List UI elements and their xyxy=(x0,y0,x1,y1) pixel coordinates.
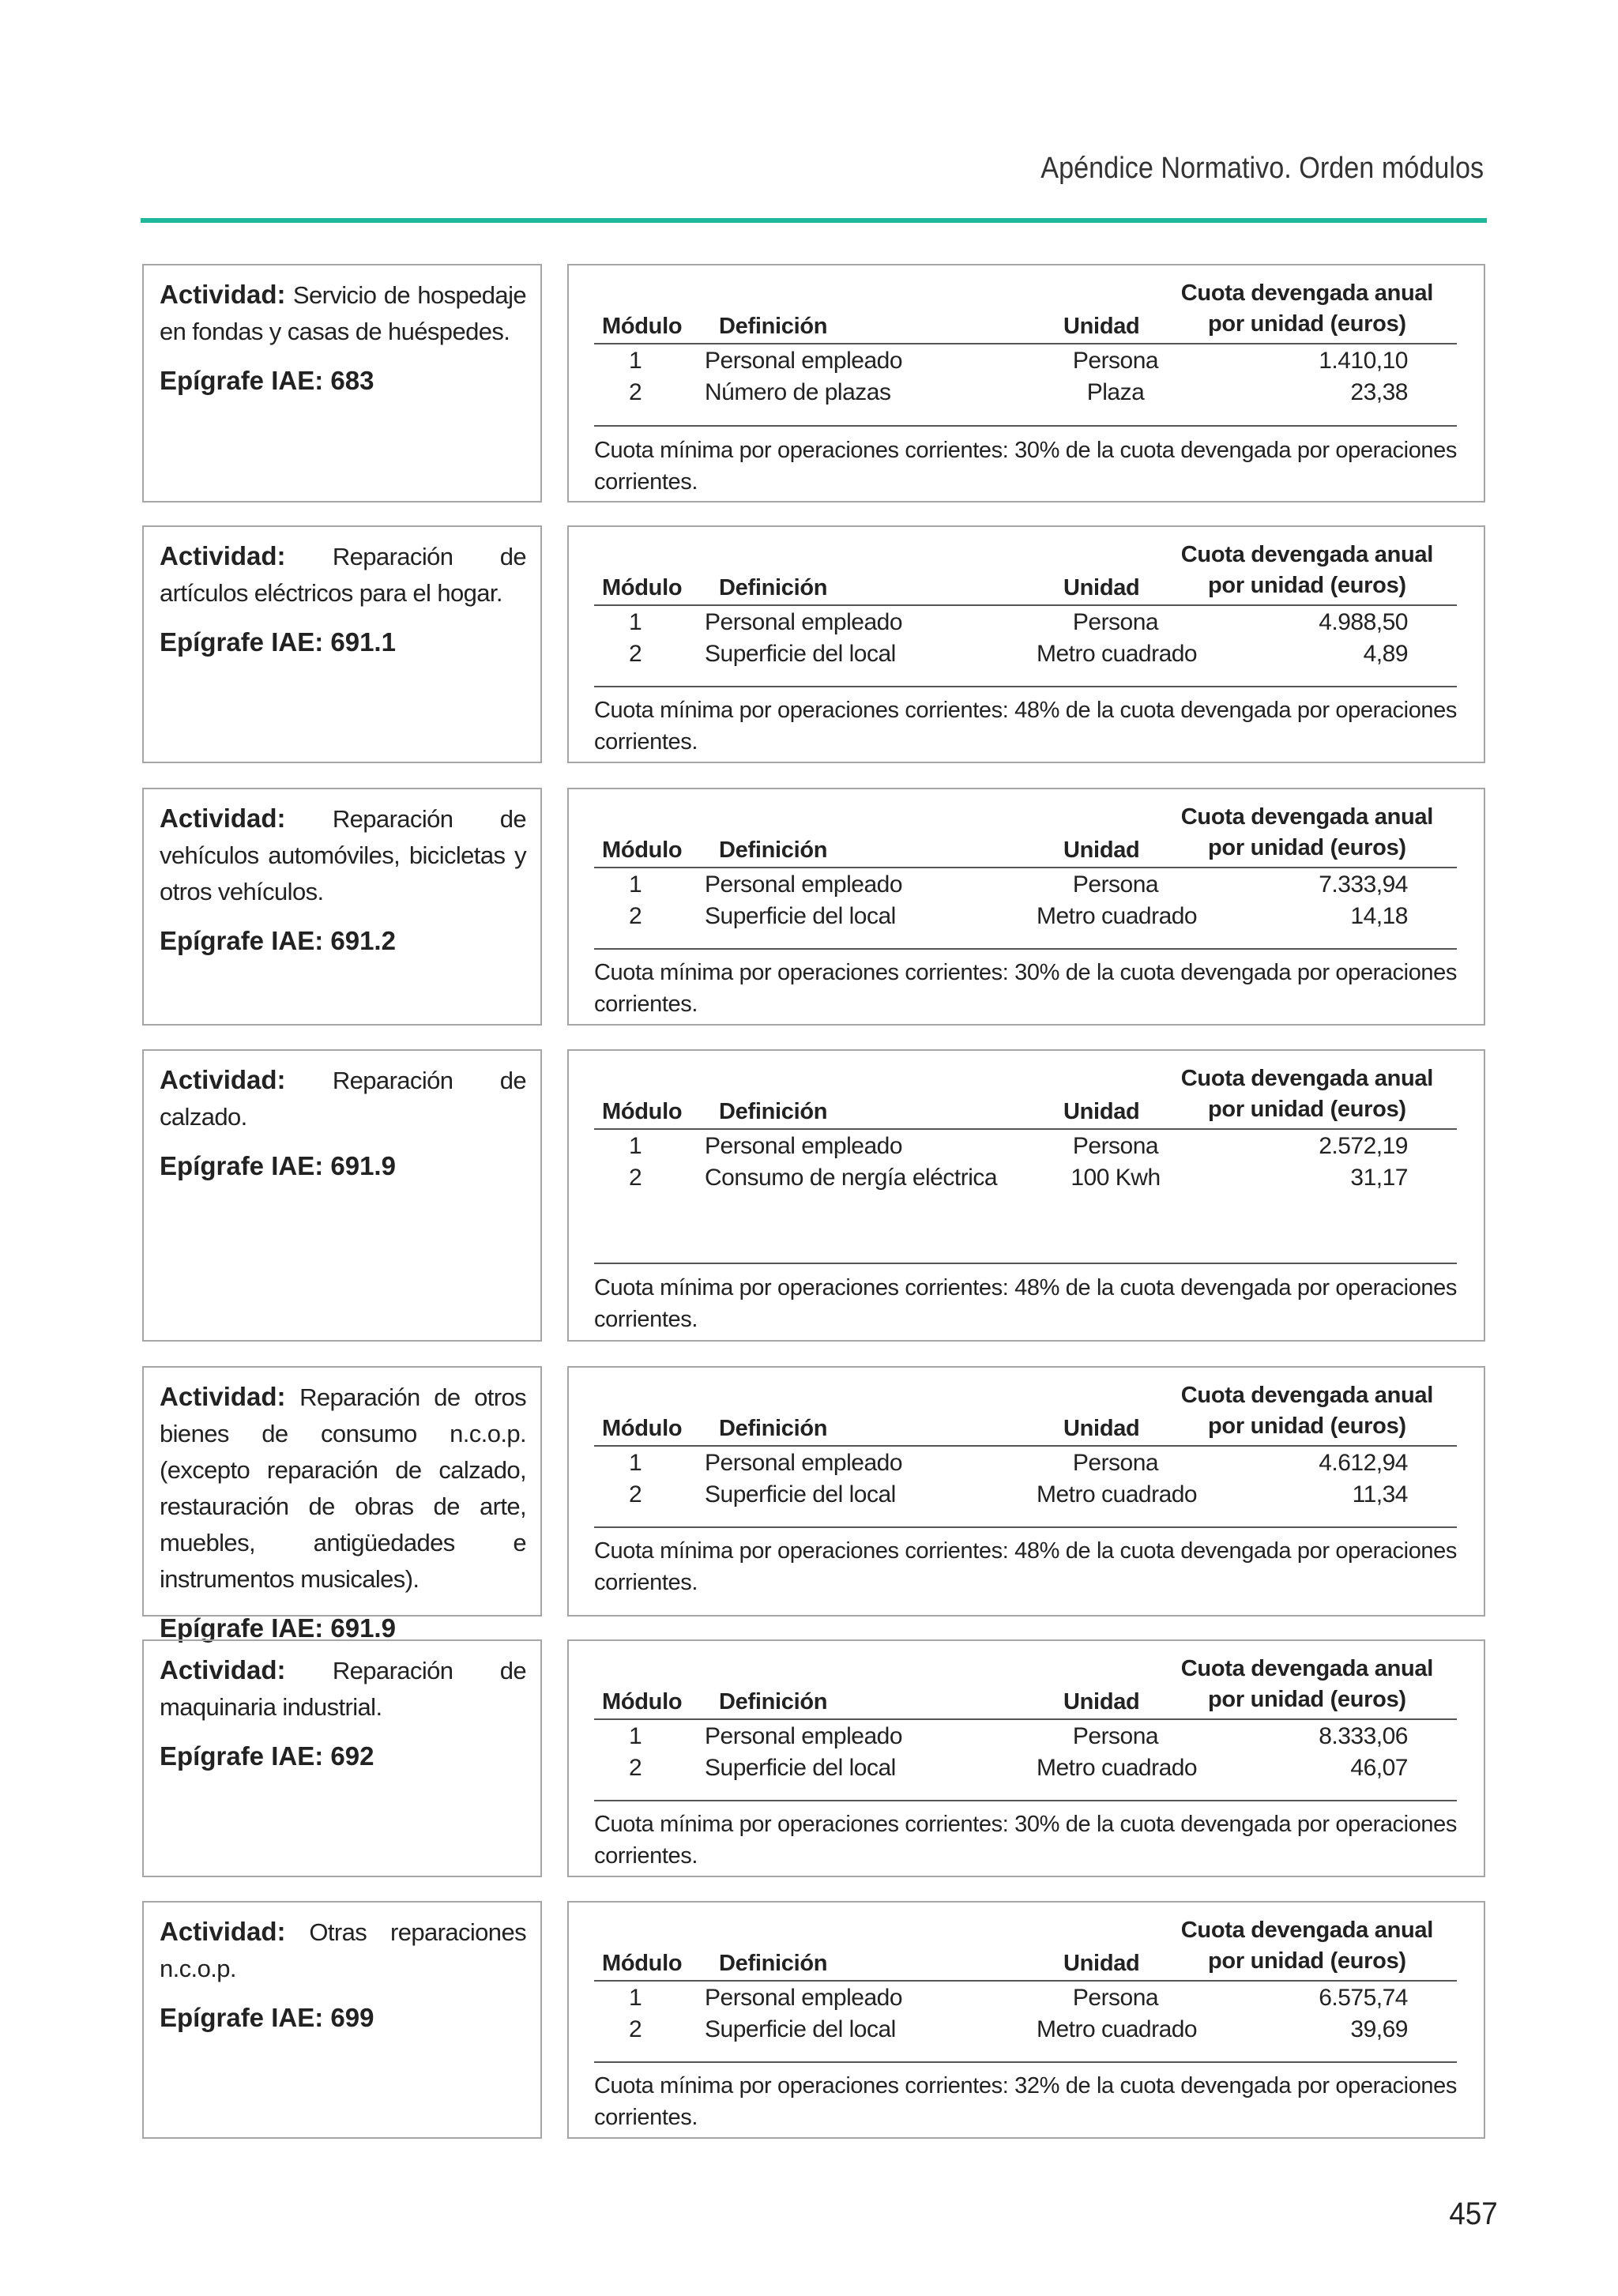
table-row xyxy=(594,1755,1457,1786)
cuota-minima xyxy=(594,2070,1457,2133)
module-unit: Persona xyxy=(1072,348,1159,374)
module-value: 31,17 xyxy=(1350,1165,1408,1191)
module-definition: Personal empleado xyxy=(705,1450,903,1476)
column-header-cuota xyxy=(1181,540,1433,601)
column-header-cuota-line2: por unidad (euros) xyxy=(1208,1413,1406,1439)
activity-description-box xyxy=(142,1901,542,2139)
column-header-definicion: Definición xyxy=(719,1951,828,1976)
activity-text xyxy=(160,1379,526,1598)
column-header-cuota xyxy=(1181,1380,1433,1442)
activity-label: Actividad: xyxy=(160,541,286,570)
column-header-cuota-line1: Cuota devengada anual xyxy=(1180,1383,1433,1408)
activity-label: Actividad: xyxy=(160,1917,286,1946)
module-number: 2 xyxy=(629,1755,642,1781)
activity-text xyxy=(160,1914,526,1987)
module-definition: Personal empleado xyxy=(705,1133,903,1159)
table-separator xyxy=(594,425,1457,427)
page-header-title: Apéndice Normativo. Orden módulos xyxy=(1040,152,1484,185)
table-row xyxy=(594,348,1457,379)
column-header-cuota xyxy=(1181,802,1433,864)
activity-name: Reparación de vehículos automóviles, bicicletas y otros vehículos. xyxy=(160,805,527,905)
column-header-unidad: Unidad xyxy=(1063,314,1140,339)
activity-block xyxy=(142,525,1485,763)
column-header-modulo: Módulo xyxy=(602,837,683,863)
module-value: 1.410,10 xyxy=(1319,348,1408,374)
cuota-minima-label: Cuota mínima por operaciones corrientes: xyxy=(594,960,1009,985)
activity-label: Actividad: xyxy=(160,1655,286,1684)
module-number: 1 xyxy=(629,871,642,898)
table-row xyxy=(594,1133,1457,1165)
column-header-cuota-line2: por unidad (euros) xyxy=(1208,835,1406,860)
module-value: 2.572,19 xyxy=(1319,1133,1408,1159)
column-header-cuota-line1: Cuota devengada anual xyxy=(1180,804,1433,830)
module-unit: Persona xyxy=(1072,609,1159,635)
column-header-cuota-line1: Cuota devengada anual xyxy=(1180,1656,1433,1681)
activity-name: Otras reparaciones n.c.o.p. xyxy=(160,1918,526,1982)
module-definition: Superficie del local xyxy=(705,2016,896,2042)
column-header-cuota-line2: por unidad (euros) xyxy=(1208,311,1406,337)
activity-description-box xyxy=(142,264,542,502)
module-unit: Persona xyxy=(1072,1723,1159,1749)
module-number: 2 xyxy=(629,2016,642,2042)
column-header-cuota xyxy=(1181,1063,1433,1125)
activity-label: Actividad: xyxy=(160,804,286,833)
cuota-minima-text: 48% de la cuota devengada por operaciones corrientes. xyxy=(594,1275,1457,1332)
activity-text xyxy=(160,1652,526,1726)
module-definition: Superficie del local xyxy=(705,903,896,929)
module-definition: Superficie del local xyxy=(705,1481,896,1507)
cuota-minima-label: Cuota mínima por operaciones corrientes: xyxy=(594,1812,1009,1837)
column-header-cuota-line2: por unidad (euros) xyxy=(1208,1687,1406,1712)
activity-text xyxy=(160,277,526,350)
module-value: 6.575,74 xyxy=(1319,1985,1408,2011)
module-number: 2 xyxy=(629,641,642,667)
module-unit: Metro cuadrado xyxy=(1037,1755,1198,1781)
module-unit: Persona xyxy=(1072,1133,1159,1159)
column-header-cuota-line1: Cuota devengada anual xyxy=(1180,280,1433,306)
module-unit: Metro cuadrado xyxy=(1037,903,1198,929)
module-definition: Personal empleado xyxy=(705,609,903,635)
table-header xyxy=(594,1377,1457,1447)
column-header-unidad: Unidad xyxy=(1063,837,1140,863)
cuota-minima-label: Cuota mínima por operaciones corrientes: xyxy=(594,1275,1009,1300)
module-definition: Superficie del local xyxy=(705,641,896,667)
table-row xyxy=(594,609,1457,641)
table-separator xyxy=(594,948,1457,950)
module-number: 1 xyxy=(629,1450,642,1476)
module-value: 23,38 xyxy=(1350,379,1408,405)
column-header-cuota-line2: por unidad (euros) xyxy=(1208,1948,1406,1974)
page-number: 457 xyxy=(1449,2196,1498,2231)
column-header-cuota xyxy=(1181,1654,1433,1715)
column-header-modulo: Módulo xyxy=(602,314,683,339)
column-header-unidad: Unidad xyxy=(1063,1416,1140,1441)
module-definition: Superficie del local xyxy=(705,1755,896,1781)
column-header-cuota xyxy=(1181,278,1433,340)
epigrafe-iae: Epígrafe IAE: 692 xyxy=(160,1741,374,1771)
table-row xyxy=(594,379,1457,411)
epigrafe-iae: Epígrafe IAE: 683 xyxy=(160,366,374,395)
table-header xyxy=(594,536,1457,606)
activity-text xyxy=(160,538,526,612)
table-separator xyxy=(594,1800,1457,1801)
activity-name: Reparación de maquinaria industrial. xyxy=(160,1657,527,1721)
activity-name: Reparación de artículos eléctricos para el hogar. xyxy=(160,543,527,607)
column-header-modulo: Módulo xyxy=(602,1689,683,1714)
activity-block xyxy=(142,1366,1485,1643)
module-table-box xyxy=(567,1366,1485,1617)
activity-label: Actividad: xyxy=(160,1382,286,1411)
epigrafe-iae: Epígrafe IAE: 691.1 xyxy=(160,627,396,657)
activity-text xyxy=(160,800,526,910)
module-unit: Metro cuadrado xyxy=(1037,641,1198,667)
column-header-cuota-line1: Cuota devengada anual xyxy=(1180,542,1433,567)
module-number: 1 xyxy=(629,348,642,374)
activity-description-box xyxy=(142,1049,542,1342)
cuota-minima-text: 48% de la cuota devengada por operaciones corrientes. xyxy=(594,1538,1457,1595)
column-header-definicion: Definición xyxy=(719,575,828,600)
module-table-box xyxy=(567,1901,1485,2139)
column-header-cuota-line1: Cuota devengada anual xyxy=(1180,1918,1433,1943)
module-number: 2 xyxy=(629,1481,642,1507)
column-header-cuota-line1: Cuota devengada anual xyxy=(1180,1066,1433,1091)
module-definition: Personal empleado xyxy=(705,871,903,898)
column-header-modulo: Módulo xyxy=(602,1416,683,1441)
activity-text xyxy=(160,1062,526,1135)
module-unit: Metro cuadrado xyxy=(1037,2016,1198,2042)
activity-name: Reparación de calzado. xyxy=(160,1067,527,1131)
module-value: 39,69 xyxy=(1350,2016,1408,2042)
module-number: 2 xyxy=(629,903,642,929)
column-header-cuota xyxy=(1181,1915,1433,1977)
cuota-minima-text: 48% de la cuota devengada por operaciones corrientes. xyxy=(594,698,1457,755)
cuota-minima xyxy=(594,1535,1457,1598)
epigrafe-iae: Epígrafe IAE: 691.2 xyxy=(160,926,396,955)
module-definition: Personal empleado xyxy=(705,1723,903,1749)
column-header-unidad: Unidad xyxy=(1063,1099,1140,1124)
module-value: 4.612,94 xyxy=(1319,1450,1408,1476)
activity-block xyxy=(142,1049,1485,1342)
module-unit: Plaza xyxy=(1086,379,1145,405)
activity-description-box xyxy=(142,525,542,763)
column-header-unidad: Unidad xyxy=(1063,1689,1140,1714)
module-number: 1 xyxy=(629,609,642,635)
cuota-minima-text: 30% de la cuota devengada por operaciones corrientes. xyxy=(594,1812,1457,1869)
activity-name: Reparación de otros bienes de consumo n.c.o.p. (excepto reparación de calzado, restauración de obras de arte, muebles, antigüedades e instrumentos musicales). xyxy=(160,1383,526,1593)
activity-description-box xyxy=(142,788,542,1026)
table-separator xyxy=(594,1263,1457,1264)
epigrafe-iae: Epígrafe IAE: 699 xyxy=(160,2003,374,2032)
module-number: 1 xyxy=(629,1985,642,2011)
activity-description-box xyxy=(142,1366,542,1643)
module-unit: 100 Kwh xyxy=(1071,1165,1161,1191)
module-number: 1 xyxy=(629,1133,642,1159)
module-definition: Personal empleado xyxy=(705,1985,903,2011)
column-header-modulo: Módulo xyxy=(602,1951,683,1976)
table-row xyxy=(594,2016,1457,2048)
module-definition: Consumo de nergía eléctrica xyxy=(705,1165,998,1191)
column-header-cuota-line2: por unidad (euros) xyxy=(1208,573,1406,598)
table-separator xyxy=(594,1526,1457,1528)
activity-label: Actividad: xyxy=(160,280,286,309)
cuota-minima-label: Cuota mínima por operaciones corrientes: xyxy=(594,438,1009,463)
column-header-definicion: Definición xyxy=(719,1099,828,1124)
table-header xyxy=(594,799,1457,868)
table-header xyxy=(594,1060,1457,1130)
table-header xyxy=(594,275,1457,344)
activity-block xyxy=(142,264,1485,502)
table-header xyxy=(594,1912,1457,1982)
activity-description-box xyxy=(142,1639,542,1877)
cuota-minima xyxy=(594,694,1457,758)
table-separator xyxy=(594,686,1457,687)
table-row xyxy=(594,1723,1457,1755)
module-value: 4.988,50 xyxy=(1319,609,1408,635)
cuota-minima-text: 30% de la cuota devengada por operaciones corrientes. xyxy=(594,960,1457,1017)
activity-block xyxy=(142,788,1485,1026)
column-header-modulo: Módulo xyxy=(602,575,683,600)
module-table-box xyxy=(567,1049,1485,1342)
module-definition: Número de plazas xyxy=(705,379,891,405)
activity-block xyxy=(142,1639,1485,1877)
module-unit: Persona xyxy=(1072,871,1159,898)
cuota-minima xyxy=(594,435,1457,498)
module-value: 7.333,94 xyxy=(1319,871,1408,898)
header-rule xyxy=(141,218,1487,223)
cuota-minima-label: Cuota mínima por operaciones corrientes: xyxy=(594,1538,1009,1564)
column-header-definicion: Definición xyxy=(719,837,828,863)
module-value: 8.333,06 xyxy=(1319,1723,1408,1749)
epigrafe-iae: Epígrafe IAE: 691.9 xyxy=(160,1151,396,1180)
table-row xyxy=(594,903,1457,935)
module-number: 2 xyxy=(629,1165,642,1191)
table-row xyxy=(594,1450,1457,1481)
table-row xyxy=(594,1165,1457,1196)
module-unit: Metro cuadrado xyxy=(1037,1481,1198,1507)
table-header xyxy=(594,1650,1457,1720)
table-row xyxy=(594,1985,1457,2016)
activity-block xyxy=(142,1901,1485,2139)
module-unit: Persona xyxy=(1072,1450,1159,1476)
module-number: 1 xyxy=(629,1723,642,1749)
column-header-definicion: Definición xyxy=(719,1689,828,1714)
cuota-minima-text: 32% de la cuota devengada por operaciones corrientes. xyxy=(594,2073,1457,2130)
activity-label: Actividad: xyxy=(160,1065,286,1094)
module-value: 14,18 xyxy=(1350,903,1408,929)
table-row xyxy=(594,641,1457,672)
module-value: 11,34 xyxy=(1352,1481,1408,1507)
epigrafe-iae: Epígrafe IAE: 691.9 xyxy=(160,1613,396,1643)
module-value: 4,89 xyxy=(1363,641,1408,667)
cuota-minima-text: 30% de la cuota devengada por operaciones corrientes. xyxy=(594,438,1457,495)
cuota-minima-label: Cuota mínima por operaciones corrientes: xyxy=(594,698,1009,723)
cuota-minima-label: Cuota mínima por operaciones corrientes: xyxy=(594,2073,1009,2098)
column-header-definicion: Definición xyxy=(719,314,828,339)
column-header-unidad: Unidad xyxy=(1063,1951,1140,1976)
module-definition: Personal empleado xyxy=(705,348,903,374)
cuota-minima xyxy=(594,957,1457,1020)
column-header-unidad: Unidad xyxy=(1063,575,1140,600)
module-table-box xyxy=(567,788,1485,1026)
module-value: 46,07 xyxy=(1350,1755,1408,1781)
table-row xyxy=(594,1481,1457,1513)
activity-name: Servicio de hospedaje en fondas y casas de huéspedes. xyxy=(160,281,527,345)
column-header-modulo: Módulo xyxy=(602,1099,683,1124)
cuota-minima xyxy=(594,1272,1457,1335)
module-table-box xyxy=(567,1639,1485,1877)
module-table-box xyxy=(567,264,1485,502)
table-row xyxy=(594,871,1457,903)
module-unit: Persona xyxy=(1072,1985,1159,2011)
table-separator xyxy=(594,2061,1457,2063)
module-number: 2 xyxy=(629,379,642,405)
cuota-minima xyxy=(594,1809,1457,1872)
module-table-box xyxy=(567,525,1485,763)
column-header-definicion: Definición xyxy=(719,1416,828,1441)
column-header-cuota-line2: por unidad (euros) xyxy=(1208,1097,1406,1122)
